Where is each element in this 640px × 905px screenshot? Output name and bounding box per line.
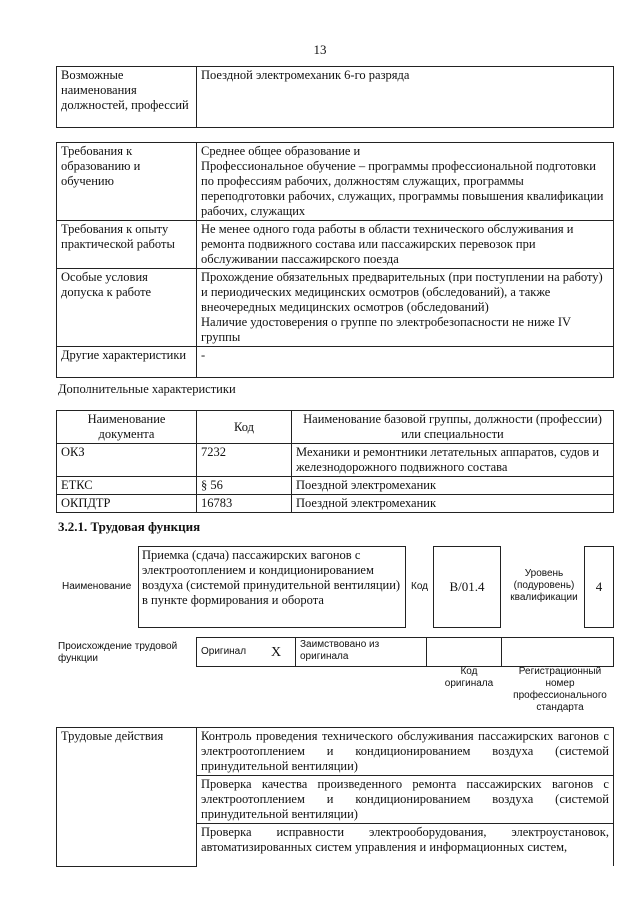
row-okpdtr-name: Поездной электромеханик [292,495,614,513]
experience-label: Требования к опыту практической работы [57,221,197,269]
positions-table [56,66,614,128]
row-okz-name: Механики и ремонтники летательных аппаратов, судов и железнодорожного подвижного состава [292,444,614,477]
code-value: B/01.4 [449,579,485,594]
row-etks-name: Поездной электромеханик [292,477,614,495]
labor-action-item: Проверка исправности электрооборудования, электроустановок, автоматизированных систем управления и информационных систем, [197,824,614,867]
additional-title: Дополнительные характеристики [58,382,236,396]
requirements-row-conditions [57,269,614,347]
labor-actions-table [56,727,614,867]
origin-label: Происхождение трудовой функции [58,641,178,664]
reg-number-label: Регистрационный номер профессионального стандарта [513,666,607,713]
header-code: Код [197,411,292,444]
labor-action-item: Контроль проведения технического обслуживания пассажирских вагонов с электроотоплением и кондиционированием воздуха (системой принудительной вентиляции) [197,728,614,776]
level-label: Уровень (подуровень) квалификации [510,568,578,603]
name-label: Наименование [62,581,132,592]
positions-label: Возможные наименования должностей, профессий [57,67,197,128]
labor-actions-label: Трудовые действия [57,728,197,867]
additional-header-row [57,411,614,444]
additional-table [56,410,614,513]
conditions-value: Прохождение обязательных предварительных (при поступлении на работу) и периодических медицинских осмотров (обследований), а также внеочередных медицинских осмотров (обследований) Наличие удостоверения о группе по электробезопасности не ниже IV группы [197,269,614,347]
row-okz-code: 7232 [197,444,292,477]
row-okpdtr-doc: ОКПДТР [57,495,197,513]
row-okpdtr-code: 16783 [197,495,292,513]
other-label: Другие характеристики [57,347,197,378]
origin-row [197,638,614,667]
labor-action-item: Проверка качества произведенного ремонта пассажирских вагонов с электроотоплением и кондиционированием воздуха (системой принудительной вентиляции) [197,776,614,824]
header-group: Наименование базовой группы, должности (профессии) или специальности [292,411,614,444]
education-label: Требования к образованию и обучению [57,143,197,221]
positions-row [57,67,614,128]
requirements-row-other [57,347,614,378]
row-etks-doc: ЕТКС [57,477,197,495]
original-label: Оригинал [197,638,258,667]
experience-value: Не менее одного года работы в области технического обслуживания и ремонта подвижного состава или пассажирских перевозок при обслуживании пассажирского поезда [197,221,614,269]
row-etks-code: § 56 [197,477,292,495]
row-okz-doc: ОКЗ [57,444,197,477]
requirements-table [56,142,614,378]
table-row [57,444,614,477]
level-value: 4 [595,579,603,594]
labor-row [57,728,614,776]
code-label: Код [411,581,429,592]
code-original-label: Код оригинала [444,666,494,689]
code-original-cell [427,638,502,667]
table-row [57,495,614,513]
reg-number-cell [502,638,614,667]
table-row [57,477,614,495]
conditions-label: Особые условия допуска к работе [57,269,197,347]
header-document: Наименование документа [57,411,197,444]
function-name-value: Приемка (сдача) пассажирских вагонов с электроотоплением и кондиционированием воздуха (системой принудительной вентиляции) в пункте формирования и оборота [142,548,401,607]
origin-table [196,637,614,667]
page-number: 13 [313,42,327,57]
requirements-row-education [57,143,614,221]
positions-value: Поездной электромеханик 6-го разряда [197,67,614,128]
original-mark: Х [257,638,296,667]
education-value: Среднее общее образование и Профессиональное обучение – программы профессиональной подготовки по профессиям рабочих, должностям служащих, программы переподготовки рабочих, служащих, программы повышения квалификации рабочих, служащих [197,143,614,221]
borrowed-label: Заимствовано из оригинала [296,638,427,667]
section-title: 3.2.1. Трудовая функция [58,519,201,534]
other-value: - [197,347,614,378]
requirements-row-experience [57,221,614,269]
